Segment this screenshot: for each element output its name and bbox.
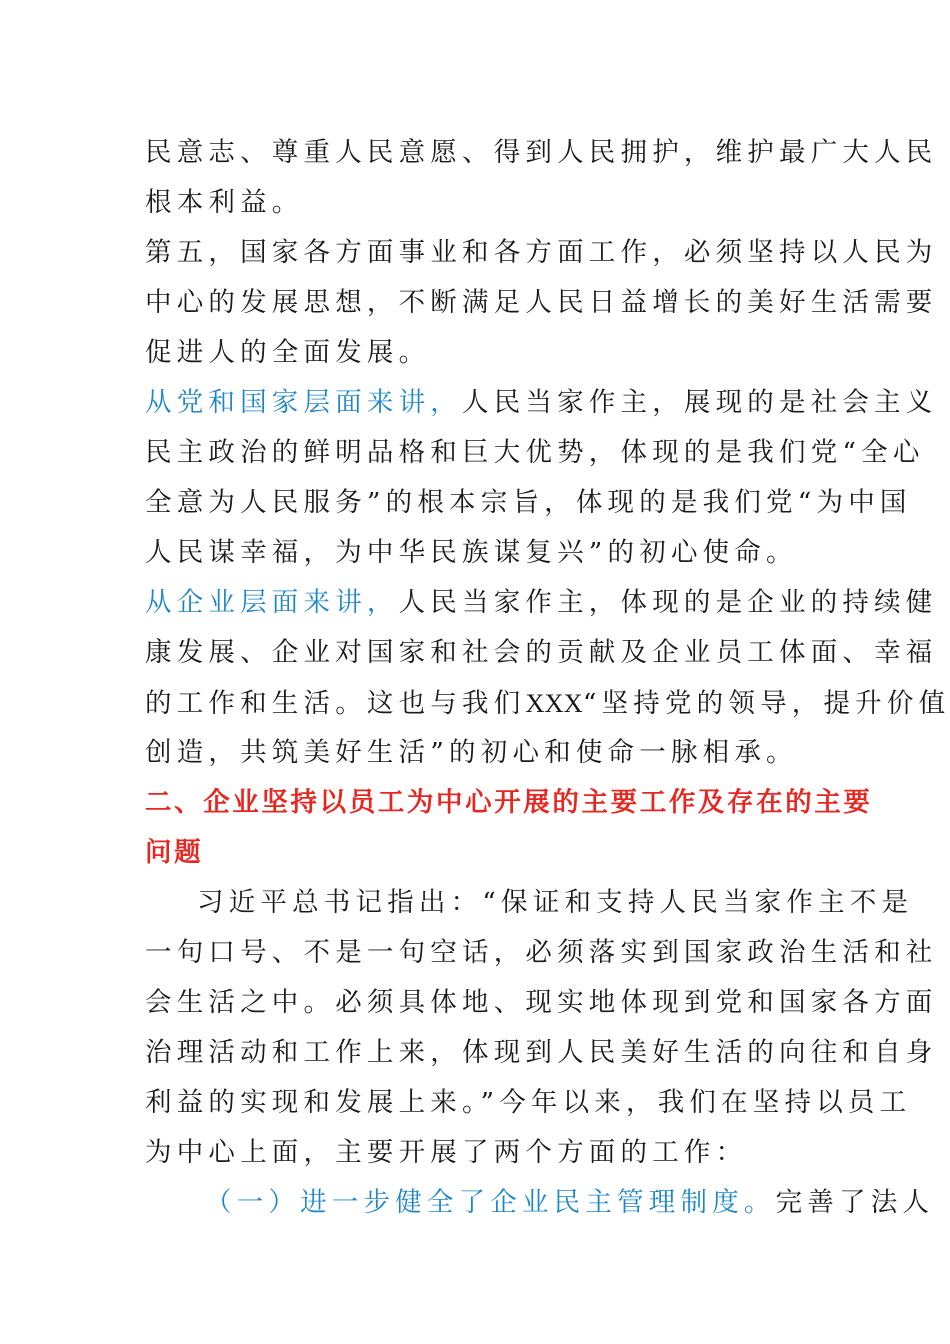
body-text-line [145,578,938,628]
body-text-line: 习近平总书记指出：“保证和支持人民当家作主不是 [197,887,914,918]
body-text-line: 利益的实现和发展上来。”今年以来，我们在坚持以员工 [145,1087,912,1118]
body-text-span: “坚持党的领导，提升价值 [582,688,950,719]
section-heading: 问题 [145,837,204,868]
body-text-line [145,678,950,728]
body-text-line: 民主政治的鲜明品格和巨大优势，体现的是我们党“全心 [145,437,925,468]
body-text-line: 全意为人民服务”的根本宗旨，体现的是我们党“为中国 [145,487,912,518]
section-heading: 二、企业坚持以员工为中心开展的主要工作及存在的主要 [145,787,873,818]
body-text-line: 会生活之中。必须具体地、现实地体现到党和国家各方面 [145,987,938,1018]
body-text-line: 康发展、企业对国家和社会的贡献及企业员工体面、幸福 [145,637,938,668]
body-text-line: 民意志、尊重人民意愿、得到人民拥护，维护最广大人民 [145,137,938,168]
highlighted-lead-text: 从企业层面来讲， [145,587,399,618]
body-text-line: 促进人的全面发展。 [145,337,431,368]
document-page [145,128,950,1228]
body-text-line: 中心的发展思想，不断满足人民日益增长的美好生活需要 [145,287,938,318]
body-text-line: 创造，共筑美好生活”的初心和使命一脉相承。 [145,737,798,768]
body-text-span: 完善了法人 [775,1187,935,1218]
body-text-line [145,1178,935,1228]
body-text-span: 人民当家作主，展现的是社会主义 [462,387,938,418]
body-text-line: 为中心上面，主要开展了两个方面的工作： [145,1137,748,1168]
body-text-line: 治理活动和工作上来，体现到人民美好生活的向往和自身 [145,1037,938,1068]
body-text-span: 的工作和生活。这也与我们 [145,688,526,719]
highlighted-lead-text: 从党和国家层面来讲， [145,387,462,418]
body-text-line: 第五，国家各方面事业和各方面工作，必须坚持以人民为 [145,237,938,268]
subsection-heading: （一）进一步健全了企业民主管理制度。 [205,1187,776,1218]
body-text-line: 人民谋幸福，为中华民族谋复兴”的初心使命。 [145,537,798,568]
body-text-line: 根本利益。 [145,187,304,218]
body-text-span: 人民当家作主，体现的是企业的持续健 [398,587,938,618]
body-text-line [145,378,938,428]
body-text-line: 一句口号、不是一句空话，必须落实到国家政治生活和社 [145,937,938,968]
company-placeholder: XXX [525,688,583,718]
